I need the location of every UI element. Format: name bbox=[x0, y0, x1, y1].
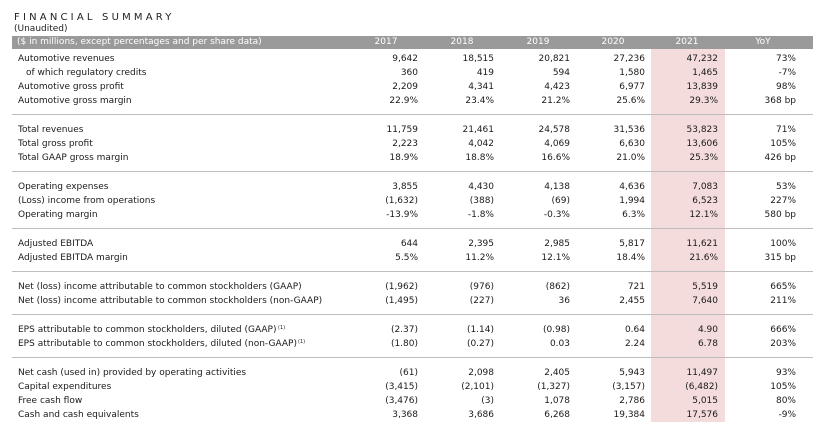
section-divider bbox=[12, 314, 813, 315]
table-row bbox=[12, 94, 813, 108]
cell-2021: 53,823 bbox=[686, 125, 718, 135]
header-col-2018: 2018 bbox=[450, 37, 474, 47]
cell-2021: 5,519 bbox=[692, 282, 718, 292]
cell-2017: 22.9% bbox=[389, 96, 418, 106]
cell-2021: 13,839 bbox=[686, 82, 718, 92]
row-label: Total revenues bbox=[18, 125, 84, 135]
cell-2020: 5,817 bbox=[619, 239, 645, 249]
cell-2021: 13,606 bbox=[686, 139, 718, 149]
cell-2021: 4.90 bbox=[697, 325, 718, 335]
cell-2019: 4,069 bbox=[544, 139, 570, 149]
cell-2018: 4,341 bbox=[468, 82, 494, 92]
row-label: Automotive gross margin bbox=[18, 96, 132, 106]
cell-2018: 4,430 bbox=[468, 182, 494, 192]
row-label: Net (loss) income attributable to common stockholders (GAAP) bbox=[18, 282, 302, 292]
cell-yoy: -7% bbox=[778, 68, 796, 78]
cell-yoy: 580 bp bbox=[764, 210, 796, 220]
table-row bbox=[12, 180, 813, 194]
cell-2019: 16.6% bbox=[541, 153, 570, 163]
cell-2017: -13.9% bbox=[386, 210, 418, 220]
cell-2021: 1,465 bbox=[692, 68, 718, 78]
cell-2021: (6,482) bbox=[685, 382, 718, 392]
row-label: Total gross profit bbox=[18, 139, 93, 149]
row-label: Net cash (used in) provided by operating activities bbox=[18, 368, 247, 378]
row-label: Adjusted EBITDA bbox=[18, 239, 94, 249]
cell-2020: 6.3% bbox=[622, 210, 645, 220]
row-label: EPS attributable to common stockholders, diluted (GAAP) bbox=[18, 325, 277, 335]
cell-2018: 23.4% bbox=[465, 96, 494, 106]
cell-2019: 1,078 bbox=[544, 396, 570, 406]
cell-2018: 18.8% bbox=[465, 153, 494, 163]
cell-2020: 25.6% bbox=[616, 96, 645, 106]
table-row bbox=[12, 66, 813, 80]
cell-2020: 18.4% bbox=[616, 253, 645, 263]
table-row bbox=[12, 294, 813, 308]
cell-yoy: 368 bp bbox=[764, 96, 796, 106]
table-row bbox=[12, 323, 813, 337]
cell-yoy: 426 bp bbox=[764, 153, 796, 163]
cell-2021: 7,083 bbox=[692, 182, 718, 192]
cell-2020: 27,236 bbox=[613, 54, 645, 64]
header-col-2019: 2019 bbox=[526, 37, 550, 47]
row-label: Automotive gross profit bbox=[18, 82, 124, 92]
row-label: (Loss) income from operations bbox=[18, 196, 156, 206]
row-label: Total GAAP gross margin bbox=[18, 153, 129, 163]
table-row bbox=[12, 280, 813, 294]
cell-2018: (388) bbox=[469, 196, 494, 206]
cell-2018: 2,098 bbox=[468, 368, 494, 378]
cell-2018: 3,686 bbox=[468, 410, 494, 420]
cell-yoy: 100% bbox=[770, 239, 796, 249]
cell-yoy: 93% bbox=[775, 368, 796, 378]
header-col-yoy: YoY bbox=[755, 37, 771, 47]
cell-2019: 4,423 bbox=[544, 82, 570, 92]
cell-2020: 721 bbox=[627, 282, 645, 292]
table-row bbox=[12, 208, 813, 222]
cell-2017: 3,855 bbox=[392, 182, 418, 192]
cell-2021: 11,497 bbox=[686, 368, 718, 378]
cell-yoy: 105% bbox=[770, 382, 796, 392]
cell-yoy: 211% bbox=[770, 296, 796, 306]
cell-2020: 2,455 bbox=[619, 296, 645, 306]
cell-2021: 47,232 bbox=[686, 54, 718, 64]
cell-2020: 6,630 bbox=[619, 139, 645, 149]
cell-2019: (1,327) bbox=[537, 382, 570, 392]
cell-2019: 24,578 bbox=[538, 125, 570, 135]
cell-2018: (3) bbox=[481, 396, 494, 406]
cell-2019: 2,405 bbox=[544, 368, 570, 378]
table-row bbox=[12, 151, 813, 165]
cell-2021: 6,523 bbox=[692, 196, 718, 206]
cell-2017: (3,415) bbox=[385, 382, 418, 392]
cell-yoy: 203% bbox=[770, 339, 796, 349]
cell-2018: 11.2% bbox=[465, 253, 494, 263]
table-row bbox=[12, 52, 813, 66]
cell-yoy: 71% bbox=[775, 125, 796, 135]
header-col-2017: 2017 bbox=[374, 37, 398, 47]
cell-2021: 25.3% bbox=[689, 153, 718, 163]
cell-2021: 5,015 bbox=[692, 396, 718, 406]
row-label: Capital expenditures bbox=[18, 382, 112, 392]
cell-2017: 3,368 bbox=[392, 410, 418, 420]
table-row bbox=[12, 237, 813, 251]
cell-2017: 5.5% bbox=[395, 253, 418, 263]
row-label: Operating margin bbox=[18, 210, 98, 220]
cell-2021: 6.78 bbox=[697, 339, 718, 349]
header-col-2020: 2020 bbox=[601, 37, 625, 47]
cell-2019: 6,268 bbox=[544, 410, 570, 420]
header-label: ($ in millions, except percentages and per share data) bbox=[17, 37, 262, 47]
cell-yoy: 98% bbox=[775, 82, 796, 92]
cell-2017: 2,209 bbox=[392, 82, 418, 92]
cell-2021: 11,621 bbox=[686, 239, 718, 249]
cell-2017: (2.37) bbox=[390, 325, 418, 335]
cell-2018: 4,042 bbox=[468, 139, 494, 149]
section-divider bbox=[12, 228, 813, 229]
page-title: FINANCIAL SUMMARY bbox=[14, 12, 175, 23]
cell-2020: 1,580 bbox=[619, 68, 645, 78]
cell-2020: 2,786 bbox=[619, 396, 645, 406]
cell-2017: (1,962) bbox=[385, 282, 418, 292]
cell-2017: (1,495) bbox=[385, 296, 418, 306]
cell-yoy: 666% bbox=[770, 325, 796, 335]
table-header bbox=[12, 36, 813, 49]
cell-2019: 2,985 bbox=[544, 239, 570, 249]
cell-2019: 20,821 bbox=[538, 54, 570, 64]
cell-2020: 19,384 bbox=[613, 410, 645, 420]
cell-yoy: 73% bbox=[775, 54, 796, 64]
cell-2020: 5,943 bbox=[619, 368, 645, 378]
cell-yoy: 227% bbox=[770, 196, 796, 206]
cell-2017: 360 bbox=[400, 68, 418, 78]
cell-2018: -1.8% bbox=[467, 210, 494, 220]
row-label: Automotive revenues bbox=[18, 54, 115, 64]
cell-2021: 12.1% bbox=[689, 210, 718, 220]
table-row bbox=[12, 194, 813, 208]
cell-2018: 18,515 bbox=[462, 54, 494, 64]
row-label: Free cash flow bbox=[18, 396, 83, 406]
cell-2018: 2,395 bbox=[468, 239, 494, 249]
cell-yoy: 80% bbox=[775, 396, 796, 406]
row-label: Net (loss) income attributable to common stockholders (non-GAAP) bbox=[18, 296, 323, 306]
cell-2018: 419 bbox=[476, 68, 494, 78]
cell-2018: (227) bbox=[469, 296, 494, 306]
cell-2019: 21.2% bbox=[541, 96, 570, 106]
table-row bbox=[12, 251, 813, 265]
footnote-marker: (1) bbox=[278, 325, 286, 331]
cell-yoy: -9% bbox=[778, 410, 796, 420]
cell-2019: (862) bbox=[545, 282, 570, 292]
table-row bbox=[12, 137, 813, 151]
section-divider bbox=[12, 357, 813, 358]
section-divider bbox=[12, 171, 813, 172]
table-row bbox=[12, 408, 813, 422]
cell-yoy: 105% bbox=[770, 139, 796, 149]
cell-2018: (1.14) bbox=[466, 325, 494, 335]
cell-2019: 0.03 bbox=[549, 339, 570, 349]
cell-2020: 31,536 bbox=[613, 125, 645, 135]
cell-2019: (0.98) bbox=[542, 325, 570, 335]
section-divider bbox=[12, 114, 813, 115]
cell-2019: 12.1% bbox=[541, 253, 570, 263]
cell-2017: 18.9% bbox=[389, 153, 418, 163]
cell-2017: 9,642 bbox=[392, 54, 418, 64]
cell-2017: (61) bbox=[399, 368, 418, 378]
header-col-2021: 2021 bbox=[675, 37, 699, 47]
cell-2020: 1,994 bbox=[619, 196, 645, 206]
cell-2020: 4,636 bbox=[619, 182, 645, 192]
cell-2018: (976) bbox=[469, 282, 494, 292]
cell-2021: 21.6% bbox=[689, 253, 718, 263]
cell-yoy: 315 bp bbox=[764, 253, 796, 263]
cell-2019: 36 bbox=[558, 296, 570, 306]
cell-2017: (1.80) bbox=[390, 339, 418, 349]
section-divider bbox=[12, 271, 813, 272]
cell-2021: 29.3% bbox=[689, 96, 718, 106]
cell-2020: (3,157) bbox=[612, 382, 645, 392]
cell-2019: -0.3% bbox=[543, 210, 570, 220]
cell-2019: 4,138 bbox=[544, 182, 570, 192]
row-label: Operating expenses bbox=[18, 182, 109, 192]
cell-2020: 0.64 bbox=[624, 325, 645, 335]
cell-2020: 21.0% bbox=[616, 153, 645, 163]
cell-yoy: 53% bbox=[775, 182, 796, 192]
cell-2019: (69) bbox=[551, 196, 570, 206]
footnote-marker: (1) bbox=[298, 339, 306, 345]
cell-2017: (1,632) bbox=[385, 196, 418, 206]
cell-2019: 594 bbox=[552, 68, 570, 78]
cell-2018: (2,101) bbox=[461, 382, 494, 392]
page-subtitle: (Unaudited) bbox=[14, 24, 68, 34]
cell-2021: 7,640 bbox=[692, 296, 718, 306]
row-label: EPS attributable to common stockholders, diluted (non-GAAP) bbox=[18, 339, 297, 349]
table-row bbox=[12, 380, 813, 394]
cell-2017: 644 bbox=[400, 239, 418, 249]
table-row bbox=[12, 366, 813, 380]
table-row bbox=[12, 123, 813, 137]
cell-yoy: 665% bbox=[770, 282, 796, 292]
cell-2017: 11,759 bbox=[386, 125, 418, 135]
table-row bbox=[12, 394, 813, 408]
row-label: Cash and cash equivalents bbox=[18, 410, 139, 420]
row-label: of which regulatory credits bbox=[26, 68, 147, 78]
cell-2020: 6,977 bbox=[619, 82, 645, 92]
cell-2021: 17,576 bbox=[686, 410, 718, 420]
cell-2017: (3,476) bbox=[385, 396, 418, 406]
cell-2017: 2,223 bbox=[392, 139, 418, 149]
row-label: Adjusted EBITDA margin bbox=[18, 253, 128, 263]
cell-2018: (0.27) bbox=[466, 339, 494, 349]
cell-2020: 2.24 bbox=[624, 339, 645, 349]
table-row bbox=[12, 80, 813, 94]
cell-2018: 21,461 bbox=[462, 125, 494, 135]
table-row bbox=[12, 337, 813, 351]
